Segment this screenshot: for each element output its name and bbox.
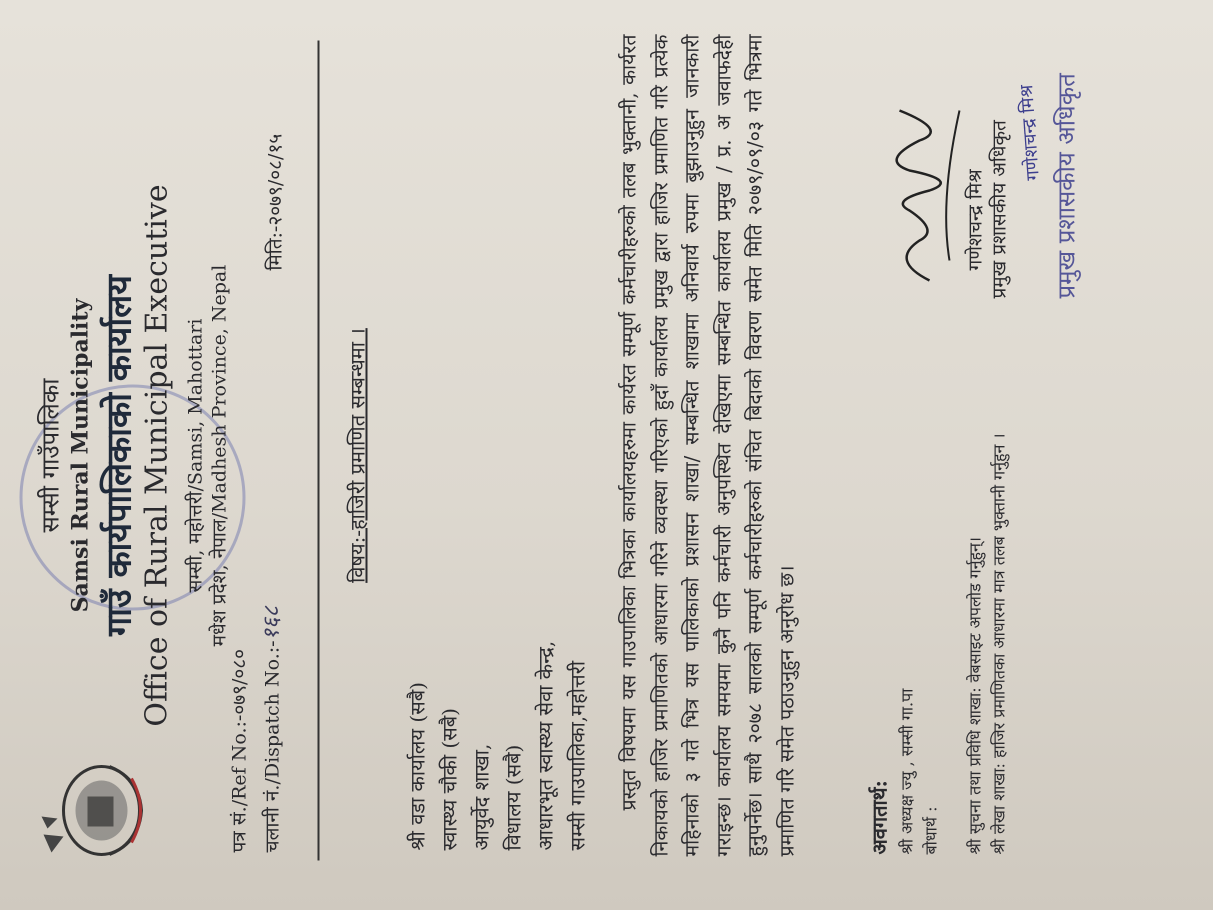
letter-subject: विषय:-हाजिरी प्रमाणित सम्बन्धमा । xyxy=(345,328,370,583)
recipient-line: विधालय (सबै) xyxy=(501,744,526,851)
cc-label: अवगतार्थ: xyxy=(867,780,892,855)
recipient-line: श्री वडा कार्यालय (सबै) xyxy=(405,682,430,851)
municipality-name-np: सम्सी गाउँपालिका xyxy=(36,378,65,533)
header-divider xyxy=(318,41,320,861)
cc-line: श्री सुचना तथा प्रविधि शाखा: वेबसाइट अपलोड गर्नुहुन्। xyxy=(965,537,985,855)
cc-line: श्री लेखा शाखा: हाजिर प्रमाणितका आधारमा मात्र तलब भुक्तानी गर्नुहुन । xyxy=(989,433,1009,855)
address-en: मधेश प्रदेश, नेपाल/Madhesh Province, Nepal xyxy=(208,264,231,647)
municipality-name-en: Samsi Rural Municipality xyxy=(67,298,94,613)
recipient-line: आयुर्वेद शाखा, xyxy=(469,743,494,851)
stamp-designation: प्रमुख प्रशासकीय अधिकृत xyxy=(1052,73,1081,299)
letter-date: मिति:-२०७९/०८/१५ xyxy=(264,133,287,271)
handwritten-signature xyxy=(870,31,1210,351)
office-name-np: गाउँ कार्यपालिकाको कार्यालय xyxy=(99,275,140,636)
office-name-en: Office of Rural Municipal Executive xyxy=(139,184,175,727)
cc-line: बोधार्थ : xyxy=(921,806,941,855)
address-np: सम्सी, महोत्तरी/Samsi, Mahottari xyxy=(184,318,207,593)
dispatch-value: १६८ xyxy=(259,606,285,641)
cc-line: श्री अध्यक्ष ज्यु , सम्सी गा.पा xyxy=(897,688,917,855)
recipient-line: स्वास्थ्य चौकी (सबै) xyxy=(437,708,462,851)
letter-body: प्रस्तुत विषयमा यस गाउपालिका भित्रका कार्यालयहरुमा कार्यरत सम्पूर्ण कर्मचारीहरुको तलब भुक्तानी, कार्यरत निकायको हाजिर प्रमाणितको आधारमा गरिने व्यवस्था गरिएको हुदाँ कार्यालय प्रमुख द्वारा हाजिर प्रमाणित गरि प्रत्येक महिनाको ३ गते भित्र यस पालिकाको प्रशासन शाखा/ सम्बन्धित शाखामा अनिवार्य रुपमा बुझाउनुहुन जानकारी गराइन्छ। कार्यालय समयमा कुनै पनि कर्मचारी अनुपस्थित देखिएमा सम्बन्धित कार्यालय प्रमुख / प्र. अ जवाफदेही हुनुपर्नेछ। साथै २०७८ सालको सम्पूर्ण कर्मचारीहरुको संचित बिदाको विवरण समेत मिति २०७९/०९/०३ गते भित्रमा प्रमाणित गरि समेत पठाउनुहुन अनुरोध छ। xyxy=(617,34,798,857)
recipient-line: आधारभूत स्वास्थ्य सेवा केन्द्र, xyxy=(533,640,558,851)
signatory-designation: प्रमुख प्रशासकीय अधिकृत xyxy=(988,120,1011,299)
letter-page xyxy=(0,1,1213,910)
stamp-name: गणेशचन्द्र मिश्र xyxy=(1016,84,1044,182)
signatory-name: गणेशचन्द्र मिश्र xyxy=(964,169,987,271)
reference-number: पत्र सं./Ref No.:-०७९/०८० xyxy=(228,649,251,853)
dispatch-label: चलानी नं./Dispatch No.:- xyxy=(261,640,284,853)
recipient-line: सम्सी गाउपालिका,महोत्तरी xyxy=(565,660,590,851)
dispatch-number xyxy=(256,606,286,852)
